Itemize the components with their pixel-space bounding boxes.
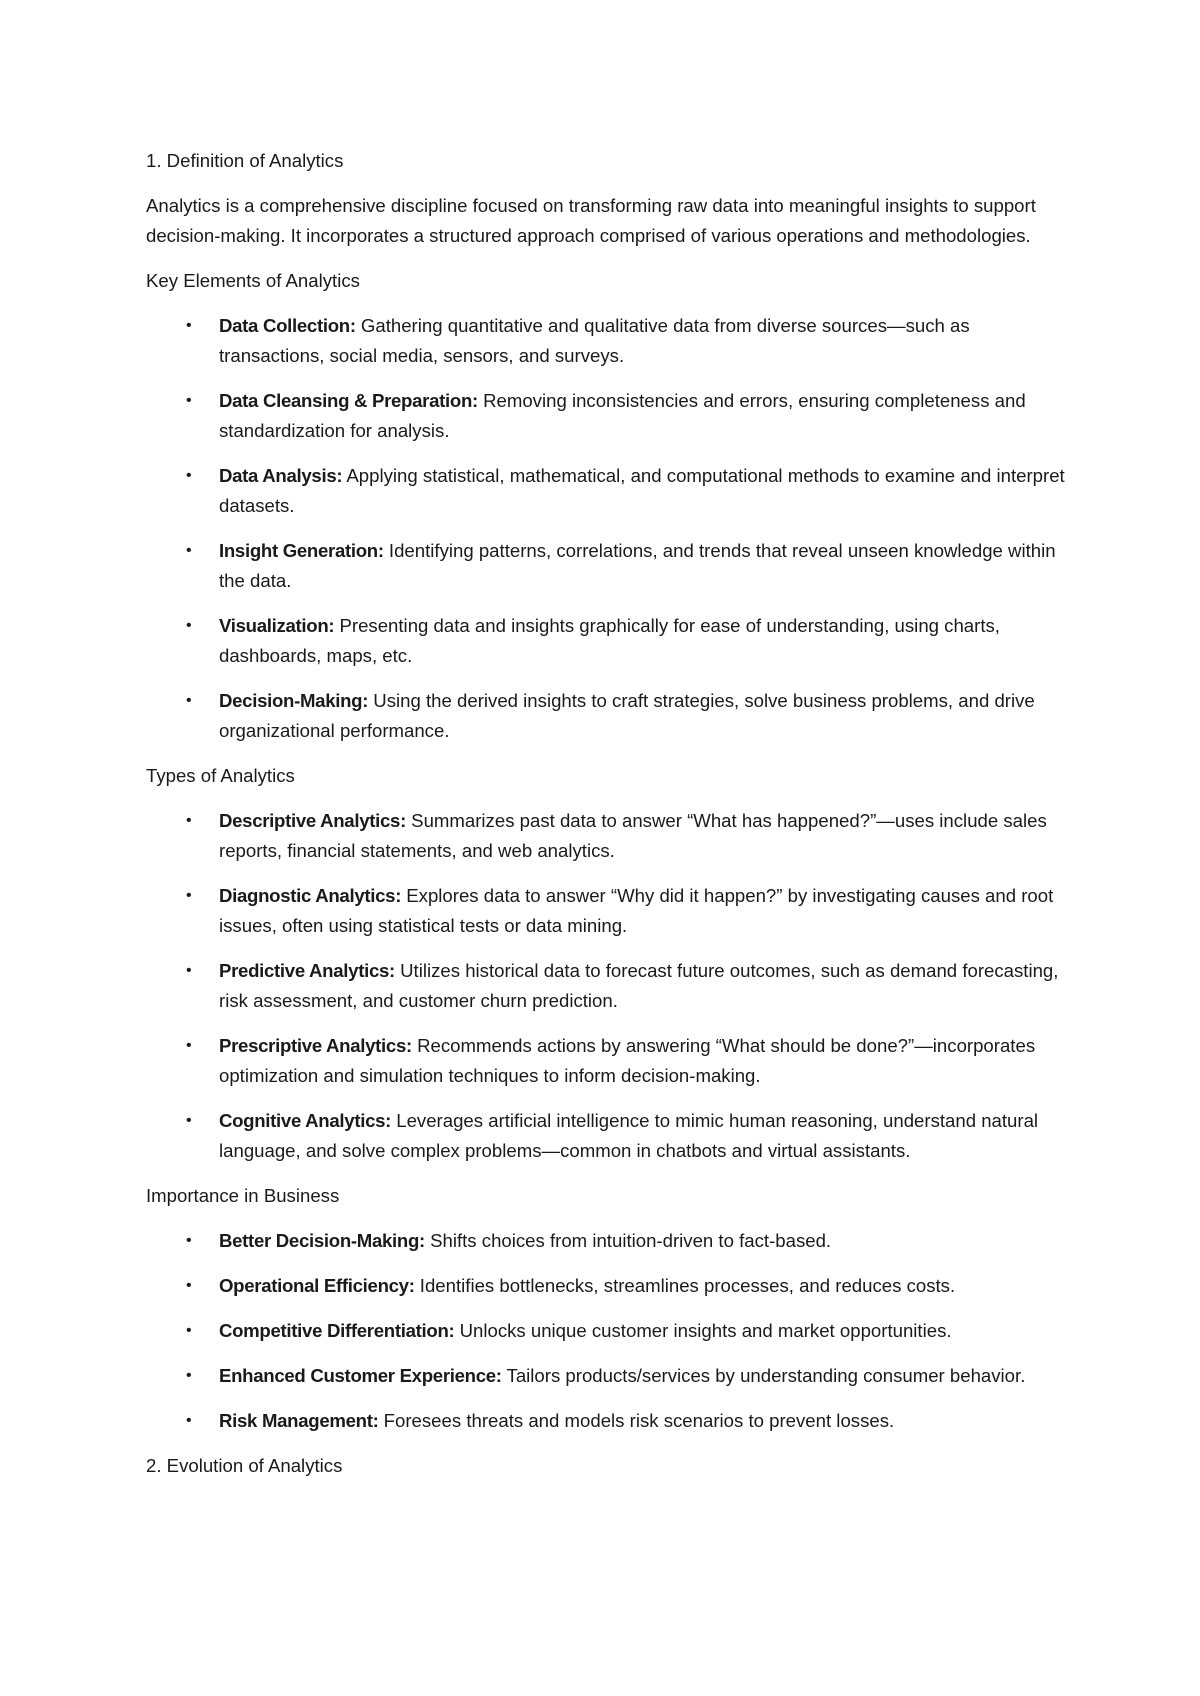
list-item-text: Unlocks unique customer insights and market opportunities.	[454, 1320, 952, 1341]
list-item-term: Descriptive Analytics:	[219, 810, 406, 831]
list-item-text: Utilizes historical data to forecast future outcomes, such as demand forecasting, risk assessment, and customer churn prediction.	[219, 960, 1059, 1011]
list-item	[146, 311, 1076, 371]
bullet-icon: •	[186, 1232, 192, 1249]
list-item-text: Identifying patterns, correlations, and trends that reveal unseen knowledge within the data.	[219, 540, 1056, 591]
bullet-icon: •	[186, 467, 192, 484]
list-item	[146, 611, 1076, 671]
list-item-text: Removing inconsistencies and errors, ensuring completeness and standardization for analysis.	[219, 390, 1026, 441]
key-elements-list	[146, 311, 1076, 746]
list-item-text: Leverages artificial intelligence to mimic human reasoning, understand natural language, and solve complex problems—common in chatbots and virtual assistants.	[219, 1110, 1039, 1161]
list-item-text: Identifies bottlenecks, streamlines processes, and reduces costs.	[414, 1275, 956, 1296]
list-item-text: Tailors products/services by understanding consumer behavior.	[501, 1365, 1026, 1386]
list-item-term: Visualization:	[219, 615, 335, 636]
list-item-term: Operational Efficiency:	[219, 1275, 415, 1296]
list-item-term: Better Decision-Making:	[219, 1230, 425, 1251]
key-elements-heading: Key Elements of Analytics	[146, 270, 360, 291]
list-item-text: Applying statistical, mathematical, and computational methods to examine and interpret datasets.	[219, 465, 1065, 516]
intro-paragraph: Analytics is a comprehensive discipline focused on transforming raw data into meaningful insights to support decision-making. It incorporates a structured approach comprised of various operations and methodologies.	[146, 195, 1036, 246]
bullet-icon: •	[186, 542, 192, 559]
bullet-icon: •	[186, 887, 192, 904]
list-item-term: Data Collection:	[219, 315, 356, 336]
list-item-term: Enhanced Customer Experience:	[219, 1365, 502, 1386]
list-item-text: Recommends actions by answering “What should be done?”—incorporates optimization and simulation techniques to inform decision-making.	[219, 1035, 1036, 1086]
section-2-heading: 2. Evolution of Analytics	[146, 1455, 343, 1476]
list-item-text: Gathering quantitative and qualitative data from diverse sources—such as transactions, social media, sensors, and surveys.	[219, 315, 970, 366]
list-item-term: Insight Generation:	[219, 540, 384, 561]
list-item-term: Cognitive Analytics:	[219, 1110, 392, 1131]
list-item-text: Explores data to answer “Why did it happen?” by investigating causes and root issues, often using statistical tests or data mining.	[219, 885, 1054, 936]
list-item-text: Foresees threats and models risk scenarios to prevent losses.	[378, 1410, 895, 1431]
list-item-term: Prescriptive Analytics:	[219, 1035, 412, 1056]
list-item	[146, 1271, 1076, 1301]
types-list	[146, 806, 1076, 1166]
list-item	[146, 1406, 1076, 1436]
list-item-text: Summarizes past data to answer “What has happened?”—uses include sales reports, financial statements, and web analytics.	[219, 810, 1047, 861]
document-page	[146, 146, 1076, 1496]
bullet-icon: •	[186, 692, 192, 709]
list-item	[146, 686, 1076, 746]
importance-list	[146, 1226, 1076, 1436]
list-item-term: Risk Management:	[219, 1410, 379, 1431]
list-item	[146, 461, 1076, 521]
list-item-term: Competitive Differentiation:	[219, 1320, 455, 1341]
list-item	[146, 881, 1076, 941]
bullet-icon: •	[186, 1412, 192, 1429]
bullet-icon: •	[186, 1037, 192, 1054]
bullet-icon: •	[186, 617, 192, 634]
bullet-icon: •	[186, 962, 192, 979]
list-item-text: Shifts choices from intuition-driven to fact-based.	[424, 1230, 832, 1251]
list-item-text: Presenting data and insights graphically for ease of understanding, using charts, dashboards, maps, etc.	[219, 615, 1000, 666]
section-1-heading: 1. Definition of Analytics	[146, 150, 344, 171]
list-item	[146, 956, 1076, 1016]
list-item	[146, 806, 1076, 866]
importance-heading: Importance in Business	[146, 1185, 340, 1206]
bullet-icon: •	[186, 1322, 192, 1339]
list-item-term: Predictive Analytics:	[219, 960, 395, 981]
bullet-icon: •	[186, 392, 192, 409]
bullet-icon: •	[186, 1277, 192, 1294]
list-item-term: Data Analysis:	[219, 465, 343, 486]
bullet-icon: •	[186, 1367, 192, 1384]
list-item	[146, 1226, 1076, 1256]
list-item-text: Using the derived insights to craft strategies, solve business problems, and drive organizational performance.	[219, 690, 1035, 741]
bullet-icon: •	[186, 812, 192, 829]
list-item	[146, 1361, 1076, 1391]
list-item	[146, 386, 1076, 446]
bullet-icon: •	[186, 317, 192, 334]
list-item	[146, 1031, 1076, 1091]
bullet-icon: •	[186, 1112, 192, 1129]
types-heading: Types of Analytics	[146, 765, 295, 786]
list-item-term: Data Cleansing & Preparation:	[219, 390, 478, 411]
list-item	[146, 536, 1076, 596]
list-item-term: Diagnostic Analytics:	[219, 885, 402, 906]
list-item	[146, 1316, 1076, 1346]
list-item-term: Decision-Making:	[219, 690, 369, 711]
list-item	[146, 1106, 1076, 1166]
